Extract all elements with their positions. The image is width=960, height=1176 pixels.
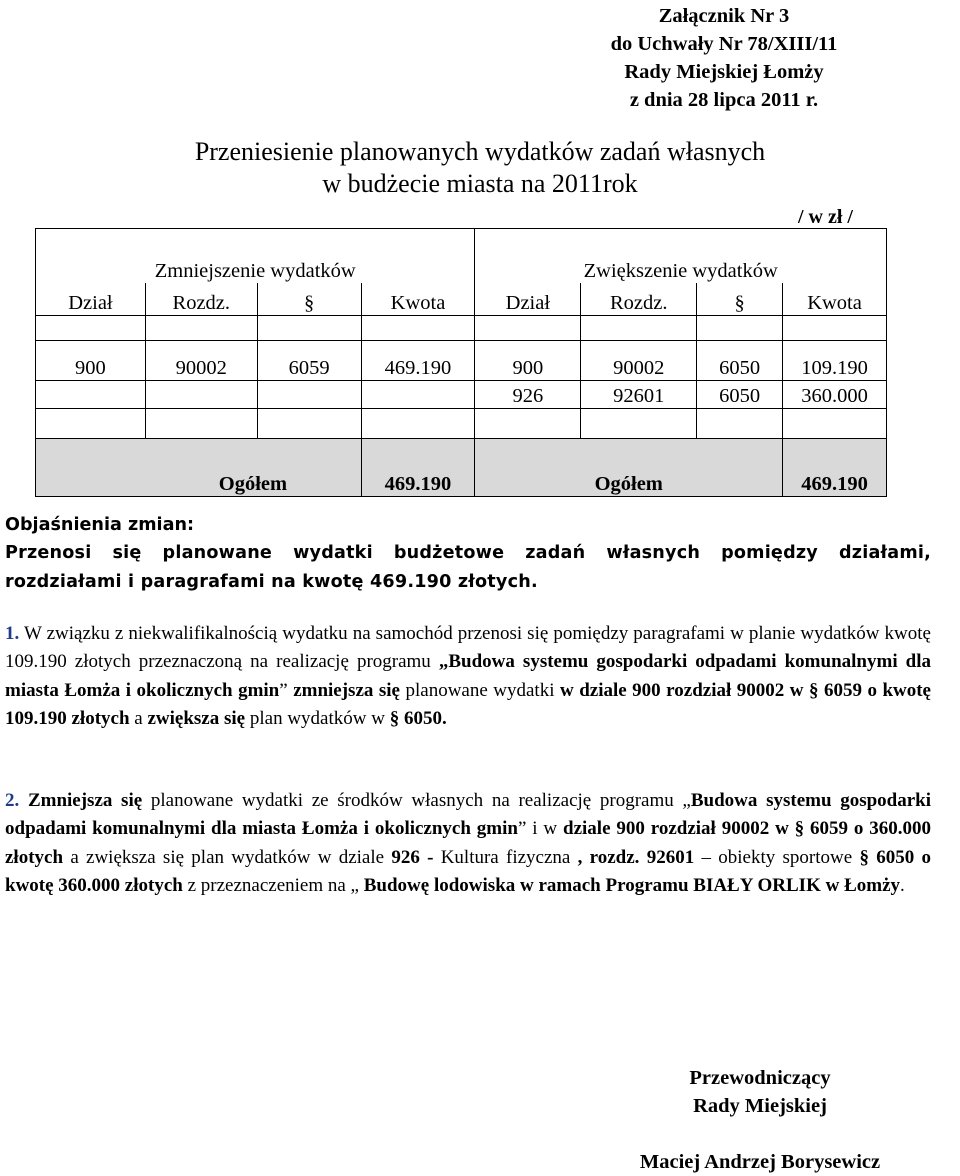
point-1-text-i: plan wydatków w [245,708,390,730]
point-2-end: . [900,875,905,897]
cell [257,409,361,439]
currency-unit: / w zł / [798,206,853,228]
point-2-rozdz-name: – obiekty sportowe [694,846,860,868]
point-1 [5,620,931,734]
col-kwota: Kwota [361,283,475,316]
point-2-dzial-name: Kultura fizyczna [440,846,571,868]
attachment-number: Załącznik Nr 3 [658,5,790,27]
cell: 469.190 [361,341,475,381]
point-1-increase: zwiększa się [147,708,246,730]
resolution-date: z dnia 28 lipca 2011 r. [629,89,819,111]
cell [783,409,887,439]
point-1-decrease: zmniejsza się [293,679,400,701]
cell [697,409,783,439]
point-2-text-b: planowane wydatki ze środków własnych na realizację programu „ [142,790,691,811]
point-1-program-name: „Budowa systemu gospodarki odpadami komunalnymi dla miasta Łomża i okolicznych gmin [5,651,931,701]
point-2 [5,787,931,901]
cell [361,409,475,439]
cell [36,409,146,439]
signature-name: Maciej Andrzej Borysewicz [639,1151,881,1173]
point-1-quote: ” [279,679,294,701]
cell [361,381,475,409]
point-1-text-e: planowane wydatki [399,679,560,701]
cell [257,381,361,409]
point-2-decrease-detail: dziale 900 rozdział 90002 w § 6059 o 360.000 złotych [5,818,932,868]
explanation-section [5,511,931,596]
cell: 900 [36,341,146,381]
col-kwota: Kwota [783,283,887,316]
table-row [36,409,887,439]
point-1-text-g: a [129,708,148,730]
table-column-header [36,283,887,316]
point-1-text-a: W związku z niekwalifikalnością wydatku na samochód przenosi się pomiędzy paragrafami w planie wydatków kwotę 109.190 złotych przeznaczoną na realizację programu [5,623,931,673]
explanation-text: Przenosi się planowane wydatki budżetowe zadań własnych pomiędzy działami, rozdziałami i paragrafami na kwotę 469.190 złotych. [5,543,931,592]
cell [36,381,146,409]
col-dzial: Dział [36,283,146,316]
point-2-increase-detail: § 6050 o kwotę 360.000 złotych [5,846,931,897]
cell: 6050 [697,341,783,381]
cell: 6059 [257,341,361,381]
point-2-text-d: ” i w [517,818,564,840]
attachment-header [590,2,858,114]
cell [145,381,257,409]
table-spacer-row [36,316,887,341]
budget-table [35,228,887,497]
signature-role-2: Rady Miejskiej [693,1095,827,1117]
cell: 90002 [581,341,697,381]
point-2-purpose: Budowę lodowiska w ramach Programu BIAŁY ORLIK w Łomży [363,875,900,897]
table-row [36,381,887,409]
signature-block [640,1064,880,1176]
table-group-header [36,229,887,284]
cell: 92601 [581,381,697,409]
col-paragraph: § [257,283,361,316]
total-label-decrease: Ogółem [145,439,361,497]
title-line-2: w budżecie miasta na 2011rok [322,169,638,198]
col-dzial: Dział [475,283,581,316]
point-2-text-l: z przeznaczeniem na „ [182,875,364,897]
explanation-heading: Objaśnienia zmian: [5,515,195,535]
col-rozdz: Rozdz. [581,283,697,316]
decrease-group-label: Zmniejszenie wydatków [36,229,475,284]
cell [145,409,257,439]
point-2-number: 2. [5,790,20,811]
cell: 360.000 [783,381,887,409]
point-2-decrease: Zmniejsza się [27,790,143,811]
point-2-text-f: a zwiększa się plan wydatków w dziale [63,846,392,868]
total-decrease: 469.190 [361,439,475,497]
cell: 90002 [145,341,257,381]
point-2-rozdz: , rozdz. 92601 [570,846,695,868]
cell: 109.190 [783,341,887,381]
point-2-dzial: 926 - [391,846,441,868]
increase-group-label: Zwiększenie wydatków [475,229,887,284]
col-rozdz: Rozdz. [145,283,257,316]
council-name: Rady Miejskiej Łomży [624,61,824,83]
total-label-increase: Ogółem [475,439,783,497]
table-row [36,341,887,381]
signature-role-1: Przewodniczący [689,1067,831,1089]
cell: 926 [475,381,581,409]
total-increase: 469.190 [783,439,887,497]
cell: 6050 [697,381,783,409]
cell: 900 [475,341,581,381]
point-2-program-name: Budowa systemu gospodarki odpadami komunalnymi dla miasta Łomża i okolicznych gmin [5,790,932,840]
point-1-number: 1. [5,623,20,644]
title-line-1: Przeniesienie planowanych wydatków zadań własnych [194,137,766,166]
cell [581,409,697,439]
cell [475,409,581,439]
point-1-decrease-detail: w dziale 900 rozdział 90002 w § 6059 o kwotę 109.190 złotych [5,679,931,730]
document-title [100,136,860,200]
point-1-increase-paragraph: § 6050. [389,708,447,730]
col-paragraph: § [697,283,783,316]
resolution-number: do Uchwały Nr 78/XIII/11 [610,33,838,55]
table-total-row [36,439,887,497]
